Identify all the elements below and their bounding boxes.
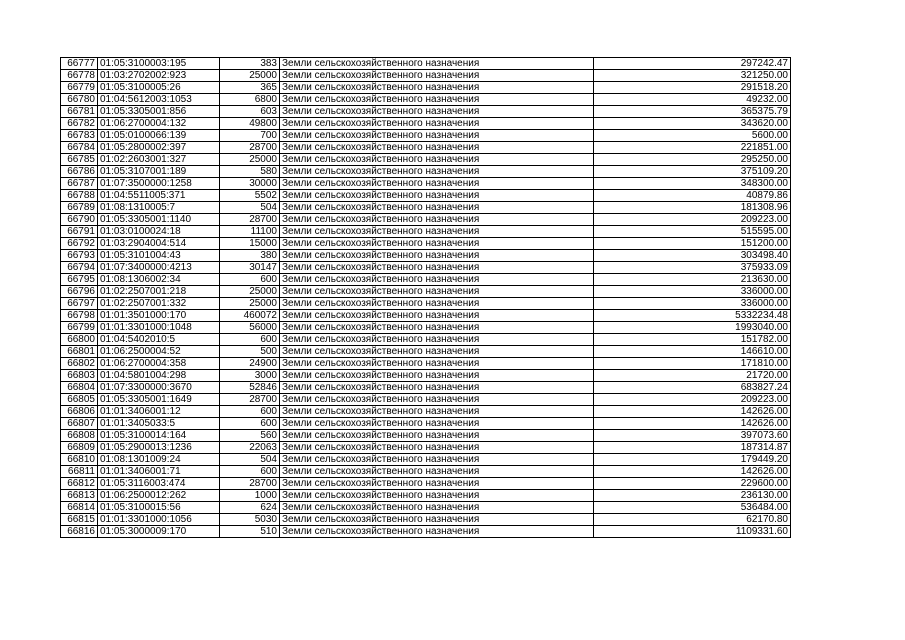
row-number-cell: 66784 (61, 142, 98, 154)
table-row (61, 526, 791, 538)
land-category-cell: Земли сельскохозяйственного назначения (280, 490, 594, 502)
table-row (61, 322, 791, 334)
row-number-cell: 66781 (61, 106, 98, 118)
table-row (61, 298, 791, 310)
cadastral-number-cell: 01:01:3301000:1056 (98, 514, 220, 526)
area-cell: 25000 (220, 298, 280, 310)
row-number-cell: 66792 (61, 238, 98, 250)
area-cell: 624 (220, 502, 280, 514)
land-category-cell: Земли сельскохозяйственного назначения (280, 298, 594, 310)
land-category-cell: Земли сельскохозяйственного назначения (280, 418, 594, 430)
table-row (61, 82, 791, 94)
land-category-cell: Земли сельскохозяйственного назначения (280, 238, 594, 250)
land-category-cell: Земли сельскохозяйственного назначения (280, 226, 594, 238)
land-category-cell: Земли сельскохозяйственного назначения (280, 502, 594, 514)
area-cell: 30000 (220, 178, 280, 190)
cadastral-value-cell: 213630.00 (594, 274, 791, 286)
land-category-cell: Земли сельскохозяйственного назначения (280, 370, 594, 382)
cadastral-number-cell: 01:06:2700004:358 (98, 358, 220, 370)
row-number-cell: 66782 (61, 118, 98, 130)
row-number-cell: 66778 (61, 70, 98, 82)
table-row (61, 310, 791, 322)
cadastral-number-cell: 01:03:2904004:514 (98, 238, 220, 250)
land-category-cell: Земли сельскохозяйственного назначения (280, 262, 594, 274)
cadastral-number-cell: 01:03:0100024:18 (98, 226, 220, 238)
cadastral-value-cell: 40879.86 (594, 190, 791, 202)
cadastral-number-cell: 01:05:2900013:1236 (98, 442, 220, 454)
cadastral-number-cell: 01:02:2603001:327 (98, 154, 220, 166)
cadastral-value-cell: 5600.00 (594, 130, 791, 142)
cadastral-value-cell: 179449.20 (594, 454, 791, 466)
cadastral-number-cell: 01:02:2507001:332 (98, 298, 220, 310)
row-number-cell: 66811 (61, 466, 98, 478)
cadastral-value-cell: 181308.96 (594, 202, 791, 214)
land-category-cell: Земли сельскохозяйственного назначения (280, 334, 594, 346)
land-category-cell: Земли сельскохозяйственного назначения (280, 310, 594, 322)
table-row (61, 58, 791, 70)
area-cell: 600 (220, 334, 280, 346)
area-cell: 5502 (220, 190, 280, 202)
area-cell: 1000 (220, 490, 280, 502)
cadastral-number-cell: 01:01:3301000:1048 (98, 322, 220, 334)
cadastral-value-cell: 151782.00 (594, 334, 791, 346)
land-category-cell: Земли сельскохозяйственного назначения (280, 202, 594, 214)
cadastral-number-cell: 01:02:2507001:218 (98, 286, 220, 298)
row-number-cell: 66815 (61, 514, 98, 526)
table-row (61, 250, 791, 262)
table-row (61, 418, 791, 430)
cadastral-number-cell: 01:05:3305001:1140 (98, 214, 220, 226)
land-category-cell: Земли сельскохозяйственного назначения (280, 142, 594, 154)
row-number-cell: 66810 (61, 454, 98, 466)
area-cell: 28700 (220, 394, 280, 406)
table-row (61, 406, 791, 418)
cadastral-number-cell: 01:05:2800002:397 (98, 142, 220, 154)
cadastral-value-cell: 683827.24 (594, 382, 791, 394)
table-row (61, 226, 791, 238)
cadastral-value-cell: 171810.00 (594, 358, 791, 370)
table-row (61, 490, 791, 502)
land-category-cell: Земли сельскохозяйственного назначения (280, 58, 594, 70)
row-number-cell: 66789 (61, 202, 98, 214)
cadastral-number-cell: 01:06:2700004:132 (98, 118, 220, 130)
row-number-cell: 66793 (61, 250, 98, 262)
cadastral-value-cell: 365375.79 (594, 106, 791, 118)
land-category-cell: Земли сельскохозяйственного назначения (280, 466, 594, 478)
cadastral-value-cell: 49232.00 (594, 94, 791, 106)
table-row (61, 166, 791, 178)
land-category-cell: Земли сельскохозяйственного назначения (280, 454, 594, 466)
cadastral-number-cell: 01:01:3501000:170 (98, 310, 220, 322)
row-number-cell: 66796 (61, 286, 98, 298)
cadastral-number-cell: 01:07:3500000:1258 (98, 178, 220, 190)
cadastral-number-cell: 01:05:3116003:474 (98, 478, 220, 490)
area-cell: 24900 (220, 358, 280, 370)
document-page (60, 57, 791, 538)
cadastral-number-cell: 01:08:1301009:24 (98, 454, 220, 466)
land-category-cell: Земли сельскохозяйственного назначения (280, 166, 594, 178)
cadastral-number-cell: 01:05:3100005:26 (98, 82, 220, 94)
row-number-cell: 66797 (61, 298, 98, 310)
cadastral-value-cell: 375933.09 (594, 262, 791, 274)
row-number-cell: 66808 (61, 430, 98, 442)
row-number-cell: 66788 (61, 190, 98, 202)
cadastral-value-cell: 291518.20 (594, 82, 791, 94)
row-number-cell: 66816 (61, 526, 98, 538)
area-cell: 383 (220, 58, 280, 70)
table-row (61, 346, 791, 358)
cadastral-value-cell: 209223.00 (594, 214, 791, 226)
table-row (61, 130, 791, 142)
cadastral-number-cell: 01:01:3406001:71 (98, 466, 220, 478)
land-category-cell: Земли сельскохозяйственного назначения (280, 442, 594, 454)
land-category-cell: Земли сельскохозяйственного назначения (280, 274, 594, 286)
table-row (61, 502, 791, 514)
table-row (61, 394, 791, 406)
table-body (61, 58, 791, 538)
table-row (61, 514, 791, 526)
land-category-cell: Земли сельскохозяйственного назначения (280, 178, 594, 190)
table-row (61, 454, 791, 466)
row-number-cell: 66794 (61, 262, 98, 274)
cadastral-value-cell: 297242.47 (594, 58, 791, 70)
table-row (61, 370, 791, 382)
cadastral-value-cell: 62170.80 (594, 514, 791, 526)
row-number-cell: 66805 (61, 394, 98, 406)
row-number-cell: 66800 (61, 334, 98, 346)
cadastral-number-cell: 01:01:3405033:5 (98, 418, 220, 430)
land-category-cell: Земли сельскохозяйственного назначения (280, 82, 594, 94)
row-number-cell: 66807 (61, 418, 98, 430)
land-category-cell: Земли сельскохозяйственного назначения (280, 358, 594, 370)
row-number-cell: 66813 (61, 490, 98, 502)
land-category-cell: Земли сельскохозяйственного назначения (280, 346, 594, 358)
table-row (61, 190, 791, 202)
table-row (61, 274, 791, 286)
row-number-cell: 66801 (61, 346, 98, 358)
cadastral-number-cell: 01:05:3000009:170 (98, 526, 220, 538)
table-row (61, 238, 791, 250)
row-number-cell: 66795 (61, 274, 98, 286)
table-row (61, 214, 791, 226)
table-row (61, 94, 791, 106)
row-number-cell: 66812 (61, 478, 98, 490)
area-cell: 25000 (220, 154, 280, 166)
cadastral-value-cell: 146610.00 (594, 346, 791, 358)
table-row (61, 430, 791, 442)
row-number-cell: 66783 (61, 130, 98, 142)
cadastral-value-cell: 229600.00 (594, 478, 791, 490)
row-number-cell: 66786 (61, 166, 98, 178)
cadastral-value-cell: 187314.87 (594, 442, 791, 454)
cadastral-number-cell: 01:05:3305001:856 (98, 106, 220, 118)
area-cell: 580 (220, 166, 280, 178)
cadastral-number-cell: 01:06:2500004:52 (98, 346, 220, 358)
cadastral-number-cell: 01:04:5402010:5 (98, 334, 220, 346)
cadastral-value-cell: 142626.00 (594, 466, 791, 478)
area-cell: 365 (220, 82, 280, 94)
land-category-cell: Земли сельскохозяйственного назначения (280, 406, 594, 418)
table-row (61, 106, 791, 118)
cadastral-value-cell: 142626.00 (594, 406, 791, 418)
land-category-cell: Земли сельскохозяйственного назначения (280, 94, 594, 106)
area-cell: 603 (220, 106, 280, 118)
cadastral-value-cell: 1993040.00 (594, 322, 791, 334)
area-cell: 30147 (220, 262, 280, 274)
area-cell: 22063 (220, 442, 280, 454)
cadastral-number-cell: 01:04:5511005:371 (98, 190, 220, 202)
land-category-cell: Земли сельскохозяйственного назначения (280, 250, 594, 262)
table-row (61, 382, 791, 394)
area-cell: 6800 (220, 94, 280, 106)
area-cell: 600 (220, 418, 280, 430)
table-row (61, 178, 791, 190)
area-cell: 28700 (220, 478, 280, 490)
table-row (61, 478, 791, 490)
cadastral-number-cell: 01:07:3300000:3670 (98, 382, 220, 394)
cadastral-number-cell: 01:06:2500012:262 (98, 490, 220, 502)
area-cell: 460072 (220, 310, 280, 322)
land-category-cell: Земли сельскохозяйственного назначения (280, 526, 594, 538)
cadastral-number-cell: 01:05:3100015:56 (98, 502, 220, 514)
area-cell: 49800 (220, 118, 280, 130)
land-category-cell: Земли сельскохозяйственного назначения (280, 430, 594, 442)
table-row (61, 466, 791, 478)
land-category-cell: Земли сельскохозяйственного назначения (280, 382, 594, 394)
cadastral-number-cell: 01:07:3400000:4213 (98, 262, 220, 274)
area-cell: 5030 (220, 514, 280, 526)
area-cell: 700 (220, 130, 280, 142)
cadastral-number-cell: 01:08:1306002:34 (98, 274, 220, 286)
table-row (61, 358, 791, 370)
table-row (61, 202, 791, 214)
cadastral-value-cell: 1109331.60 (594, 526, 791, 538)
area-cell: 11100 (220, 226, 280, 238)
cadastral-value-cell: 21720.00 (594, 370, 791, 382)
area-cell: 15000 (220, 238, 280, 250)
area-cell: 600 (220, 274, 280, 286)
cadastral-number-cell: 01:05:3101004:43 (98, 250, 220, 262)
area-cell: 504 (220, 454, 280, 466)
area-cell: 25000 (220, 70, 280, 82)
row-number-cell: 66809 (61, 442, 98, 454)
table-row (61, 286, 791, 298)
row-number-cell: 66798 (61, 310, 98, 322)
area-cell: 600 (220, 466, 280, 478)
area-cell: 56000 (220, 322, 280, 334)
row-number-cell: 66790 (61, 214, 98, 226)
cadastral-value-cell: 536484.00 (594, 502, 791, 514)
table-row (61, 154, 791, 166)
cadastral-number-cell: 01:04:5801004:298 (98, 370, 220, 382)
cadastral-value-cell: 343620.00 (594, 118, 791, 130)
area-cell: 504 (220, 202, 280, 214)
cadastral-value-cell: 209223.00 (594, 394, 791, 406)
row-number-cell: 66806 (61, 406, 98, 418)
cadastral-value-cell: 142626.00 (594, 418, 791, 430)
table-row (61, 118, 791, 130)
area-cell: 25000 (220, 286, 280, 298)
area-cell: 3000 (220, 370, 280, 382)
area-cell: 500 (220, 346, 280, 358)
row-number-cell: 66799 (61, 322, 98, 334)
row-number-cell: 66785 (61, 154, 98, 166)
row-number-cell: 66787 (61, 178, 98, 190)
area-cell: 560 (220, 430, 280, 442)
cadastral-value-cell: 336000.00 (594, 298, 791, 310)
row-number-cell: 66779 (61, 82, 98, 94)
area-cell: 52846 (220, 382, 280, 394)
land-category-cell: Земли сельскохозяйственного назначения (280, 130, 594, 142)
row-number-cell: 66814 (61, 502, 98, 514)
row-number-cell: 66804 (61, 382, 98, 394)
cadastral-value-cell: 397073.60 (594, 430, 791, 442)
cadastral-number-cell: 01:05:0100066:139 (98, 130, 220, 142)
land-category-cell: Земли сельскохозяйственного назначения (280, 154, 594, 166)
cadastral-number-cell: 01:08:1310005:7 (98, 202, 220, 214)
table-row (61, 142, 791, 154)
cadastral-number-cell: 01:05:3100014:164 (98, 430, 220, 442)
table-row (61, 70, 791, 82)
row-number-cell: 66777 (61, 58, 98, 70)
cadastral-value-cell: 236130.00 (594, 490, 791, 502)
cadastral-value-cell: 5332234.48 (594, 310, 791, 322)
land-category-cell: Земли сельскохозяйственного назначения (280, 514, 594, 526)
land-category-cell: Земли сельскохозяйственного назначения (280, 70, 594, 82)
cadastral-number-cell: 01:01:3406001:12 (98, 406, 220, 418)
cadastral-value-cell: 515595.00 (594, 226, 791, 238)
cadastral-value-cell: 221851.00 (594, 142, 791, 154)
land-category-cell: Земли сельскохозяйственного назначения (280, 322, 594, 334)
area-cell: 600 (220, 406, 280, 418)
land-parcel-table (60, 57, 791, 538)
land-category-cell: Земли сельскохозяйственного назначения (280, 394, 594, 406)
cadastral-value-cell: 295250.00 (594, 154, 791, 166)
table-row (61, 262, 791, 274)
cadastral-value-cell: 321250.00 (594, 70, 791, 82)
land-category-cell: Земли сельскохозяйственного назначения (280, 190, 594, 202)
cadastral-value-cell: 348300.00 (594, 178, 791, 190)
land-category-cell: Земли сельскохозяйственного назначения (280, 478, 594, 490)
row-number-cell: 66803 (61, 370, 98, 382)
table-row (61, 334, 791, 346)
cadastral-value-cell: 303498.40 (594, 250, 791, 262)
land-category-cell: Земли сельскохозяйственного назначения (280, 118, 594, 130)
cadastral-number-cell: 01:05:3100003:195 (98, 58, 220, 70)
row-number-cell: 66791 (61, 226, 98, 238)
area-cell: 28700 (220, 214, 280, 226)
cadastral-number-cell: 01:04:5612003:1053 (98, 94, 220, 106)
cadastral-value-cell: 375109.20 (594, 166, 791, 178)
cadastral-value-cell: 336000.00 (594, 286, 791, 298)
land-category-cell: Земли сельскохозяйственного назначения (280, 286, 594, 298)
table-row (61, 442, 791, 454)
cadastral-value-cell: 151200.00 (594, 238, 791, 250)
area-cell: 28700 (220, 142, 280, 154)
cadastral-number-cell: 01:05:3107001:189 (98, 166, 220, 178)
row-number-cell: 66802 (61, 358, 98, 370)
land-category-cell: Земли сельскохозяйственного назначения (280, 106, 594, 118)
cadastral-number-cell: 01:05:3305001:1649 (98, 394, 220, 406)
row-number-cell: 66780 (61, 94, 98, 106)
cadastral-number-cell: 01:03:2702002:923 (98, 70, 220, 82)
area-cell: 510 (220, 526, 280, 538)
area-cell: 380 (220, 250, 280, 262)
land-category-cell: Земли сельскохозяйственного назначения (280, 214, 594, 226)
